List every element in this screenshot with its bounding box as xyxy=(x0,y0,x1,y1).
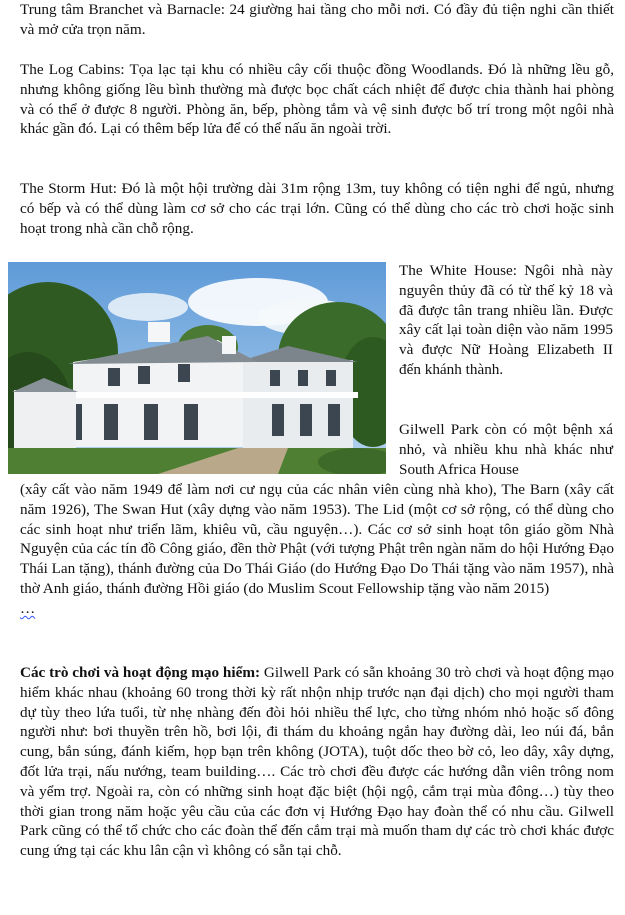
paragraph-gilwell-side: Gilwell Park còn có một bệnh xá nhỏ, và nhiều khu nhà khác như South Africa House xyxy=(399,421,613,478)
gilwell-facilities-text: (xây cất vào năm 1949 để làm nơi cư ngụ của các nhân viên cùng nhà kho), The Barn (xây cất năm 1926), The Swan Hut (xây dựng vào năm 1953). The Lid (một cơ sở rộng, có thể dùng cho các sinh hoạt như triển lãm, khiêu vũ, cầu nguyện…). Các cơ sở sinh hoạt tôn giáo gồm Nhà Nguyện của các tín đồ Công giáo, đền thờ Phật (với tượng Phật trên ngàn năm do hội Hướng Đạo Thái Lan tặng), thánh đường của Do Thái Giáo (do Hướng Đạo Do Thái tặng vào năm 1957), nhà thờ Anh giáo, thánh đường Hồi giáo (do Muslim Scout Fellowship tặng vào năm 2015) xyxy=(20,481,614,597)
paragraph-activities xyxy=(20,663,614,861)
activities-body: Gilwell Park có sẵn khoảng 30 trò chơi và hoạt động mạo hiểm khác nhau (khoảng 60 trong thời kỳ rất nhộn nhịp trước nạn đại dịch) cho mọi người tham dự tùy theo lứa tuổi, từ nhẹ nhàng đến đòi hỏi nhiều thể lực, cho từng nhóm nhỏ hoặc số đông người như: bơi thuyền trên hồ, bơi lội, đi thám du khoảng ngắn hay đường dài, leo núi đá, bắn cung, bắn súng, đánh kiếm, họp bạn trên không (JOTA), tuột dốc theo bờ cỏ, leo dây, xây dựng, đốt lửa trại, nấu nướng, team building…. Các trò chơi đều được các hướng dẫn viên trông nom và yểm trợ. Ngoài ra, còn có những sinh hoạt đặc biệt (hội ngộ, cắm trại mùa đông…) tùy theo thời gian trong năm hoặc yêu cầu của các đơn vị Hướng Đạo hay đoàn thể có nhu cầu. Gilwell Park cũng có thể tổ chức cho các đoàn thể đến cắm trại mà muốn tham dự các trò chơi khác được cung ứng tại các khu lân cận vì không có sẵn tại chỗ. xyxy=(20,664,614,860)
activities-heading: Các trò chơi và hoạt động mạo hiểm: xyxy=(20,664,261,681)
white-house-photo xyxy=(8,262,386,474)
paragraph-branchet-barnacle: Trung tâm Branchet và Barnacle: 24 giường hai tầng cho mỗi nơi. Có đầy đủ tiện nghi cần thiết và mở cửa trọn năm. xyxy=(20,1,614,38)
paragraph-log-cabins: The Log Cabins: Tọa lạc tại khu có nhiều cây cối thuộc đồng Woodlands. Đó là những lều gỗ, nhưng không giống lều bình thường mà được bọc chất cách nhiệt để được chia thành hai phòng và có thể ở được 8 người. Phòng ăn, bếp, phòng tắm và vệ sinh được bố trí trong một ngôi nhà khác gần đó. Lại có thêm bếp lửa để có thể nấu ăn ngoài trời. xyxy=(20,61,614,138)
gilwell-ellipsis: … xyxy=(20,599,36,617)
paragraph-gilwell-facilities xyxy=(20,480,614,619)
paragraph-storm-hut: The Storm Hut: Đó là một hội trường dài 31m rộng 13m, tuy không có tiện nghi để ngủ, nhưng có bếp và có thể dùng làm cơ sở cho các trại lớn. Cũng có thể dùng cho các trò chơi hoặc sinh hoạt trong nhà cần chỗ rộng. xyxy=(20,180,614,237)
paragraph-white-house: The White House: Ngôi nhà này nguyên thủy đã có từ thế kỷ 18 và đã được tân trang nhiều lần. Được xây cất lại toàn diện vào năm 1995 và được Nữ Hoàng Elizabeth II đến khánh thành. xyxy=(399,262,613,378)
